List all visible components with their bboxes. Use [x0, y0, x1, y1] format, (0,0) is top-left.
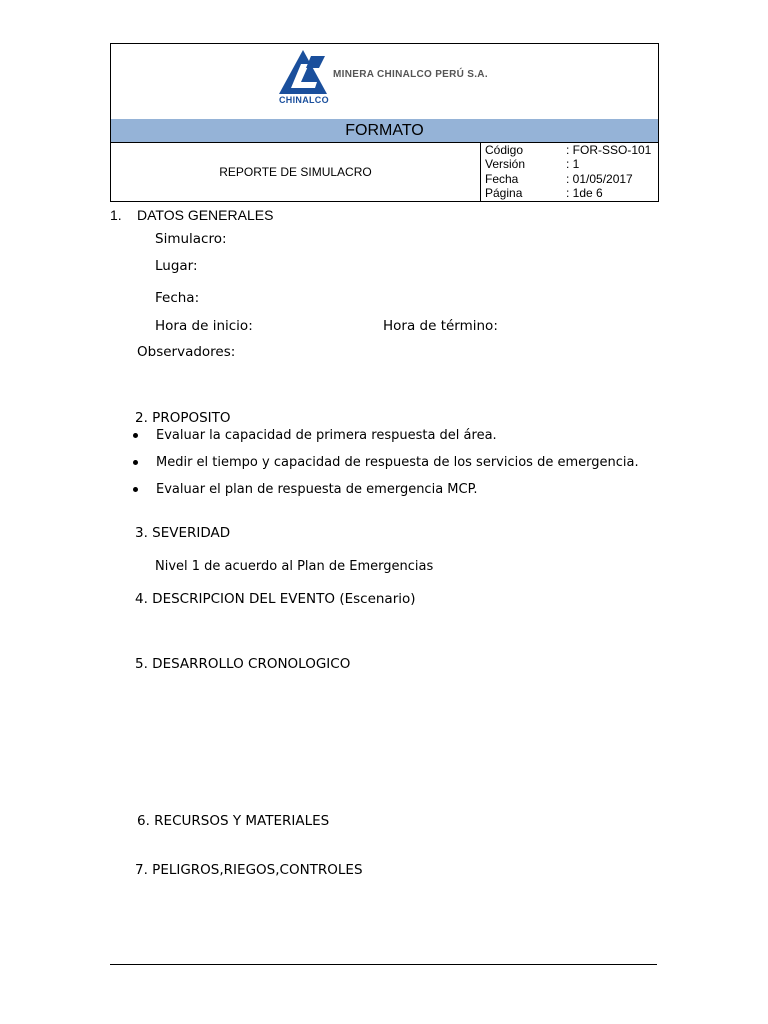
- info-row: [111, 143, 658, 201]
- hora-inicio-colon: :: [248, 318, 253, 334]
- section-3-title: 3. SEVERIDAD: [135, 525, 231, 541]
- section-1-title: DATOS GENERALES: [137, 207, 274, 223]
- purpose-item: Medir el tiempo y capacidad de respuesta de los servicios de emergencia.: [156, 455, 639, 470]
- chinalco-logo-icon: [279, 50, 331, 96]
- hora-inicio-label: Hora de inicio: [155, 318, 249, 334]
- logo-row: [111, 44, 658, 120]
- section-7-title: 7. PELIGROS,RIEGOS,CONTROLES: [135, 862, 363, 878]
- document-header: [110, 43, 659, 202]
- section-2-title: 2. PROPOSITO: [135, 410, 231, 426]
- meta-value: : 01/05/2017: [566, 172, 633, 186]
- section-5-title: 5. DESARROLLO CRONOLOGICO: [135, 656, 351, 672]
- meta-key: Código: [485, 143, 524, 157]
- section-6-title: 6. RECURSOS Y MATERIALES: [137, 813, 330, 829]
- lugar-label: Lugar:: [155, 258, 198, 274]
- purpose-item: Evaluar el plan de respuesta de emergencia MCP.: [156, 482, 478, 497]
- meta-value: : FOR-SSO-101: [566, 143, 652, 157]
- meta-key: Página: [485, 186, 523, 200]
- section-1-number: 1.: [110, 207, 122, 223]
- company-name: MINERA CHINALCO PERÚ S.A.: [333, 69, 488, 80]
- observadores-label: Observadores:: [137, 344, 236, 360]
- severity-text: Nivel 1 de acuerdo al Plan de Emergencias: [155, 559, 434, 574]
- section-4-title: 4. DESCRIPCION DEL EVENTO (Escenario): [135, 591, 416, 607]
- meta-table: [480, 143, 659, 201]
- meta-value: : 1: [566, 157, 580, 171]
- hora-termino-label: Hora de término:: [383, 318, 498, 334]
- simulacro-label: Simulacro:: [155, 231, 227, 247]
- hora-inicio-field: [155, 318, 253, 334]
- report-title: REPORTE DE SIMULACRO: [219, 165, 372, 179]
- formato-banner: FORMATO: [111, 119, 658, 143]
- footer-divider: [110, 964, 657, 965]
- logo-wordmark: CHINALCO: [279, 95, 329, 105]
- fecha-label: Fecha:: [155, 290, 200, 306]
- purpose-item: Evaluar la capacidad de primera respuesta del área.: [156, 428, 497, 443]
- bullet-icon: [133, 487, 138, 492]
- meta-value: : 1de 6: [566, 186, 603, 200]
- meta-key: Versión: [485, 157, 526, 171]
- bullet-icon: [133, 433, 138, 438]
- bullet-icon: [133, 460, 138, 465]
- meta-key: Fecha: [485, 172, 519, 186]
